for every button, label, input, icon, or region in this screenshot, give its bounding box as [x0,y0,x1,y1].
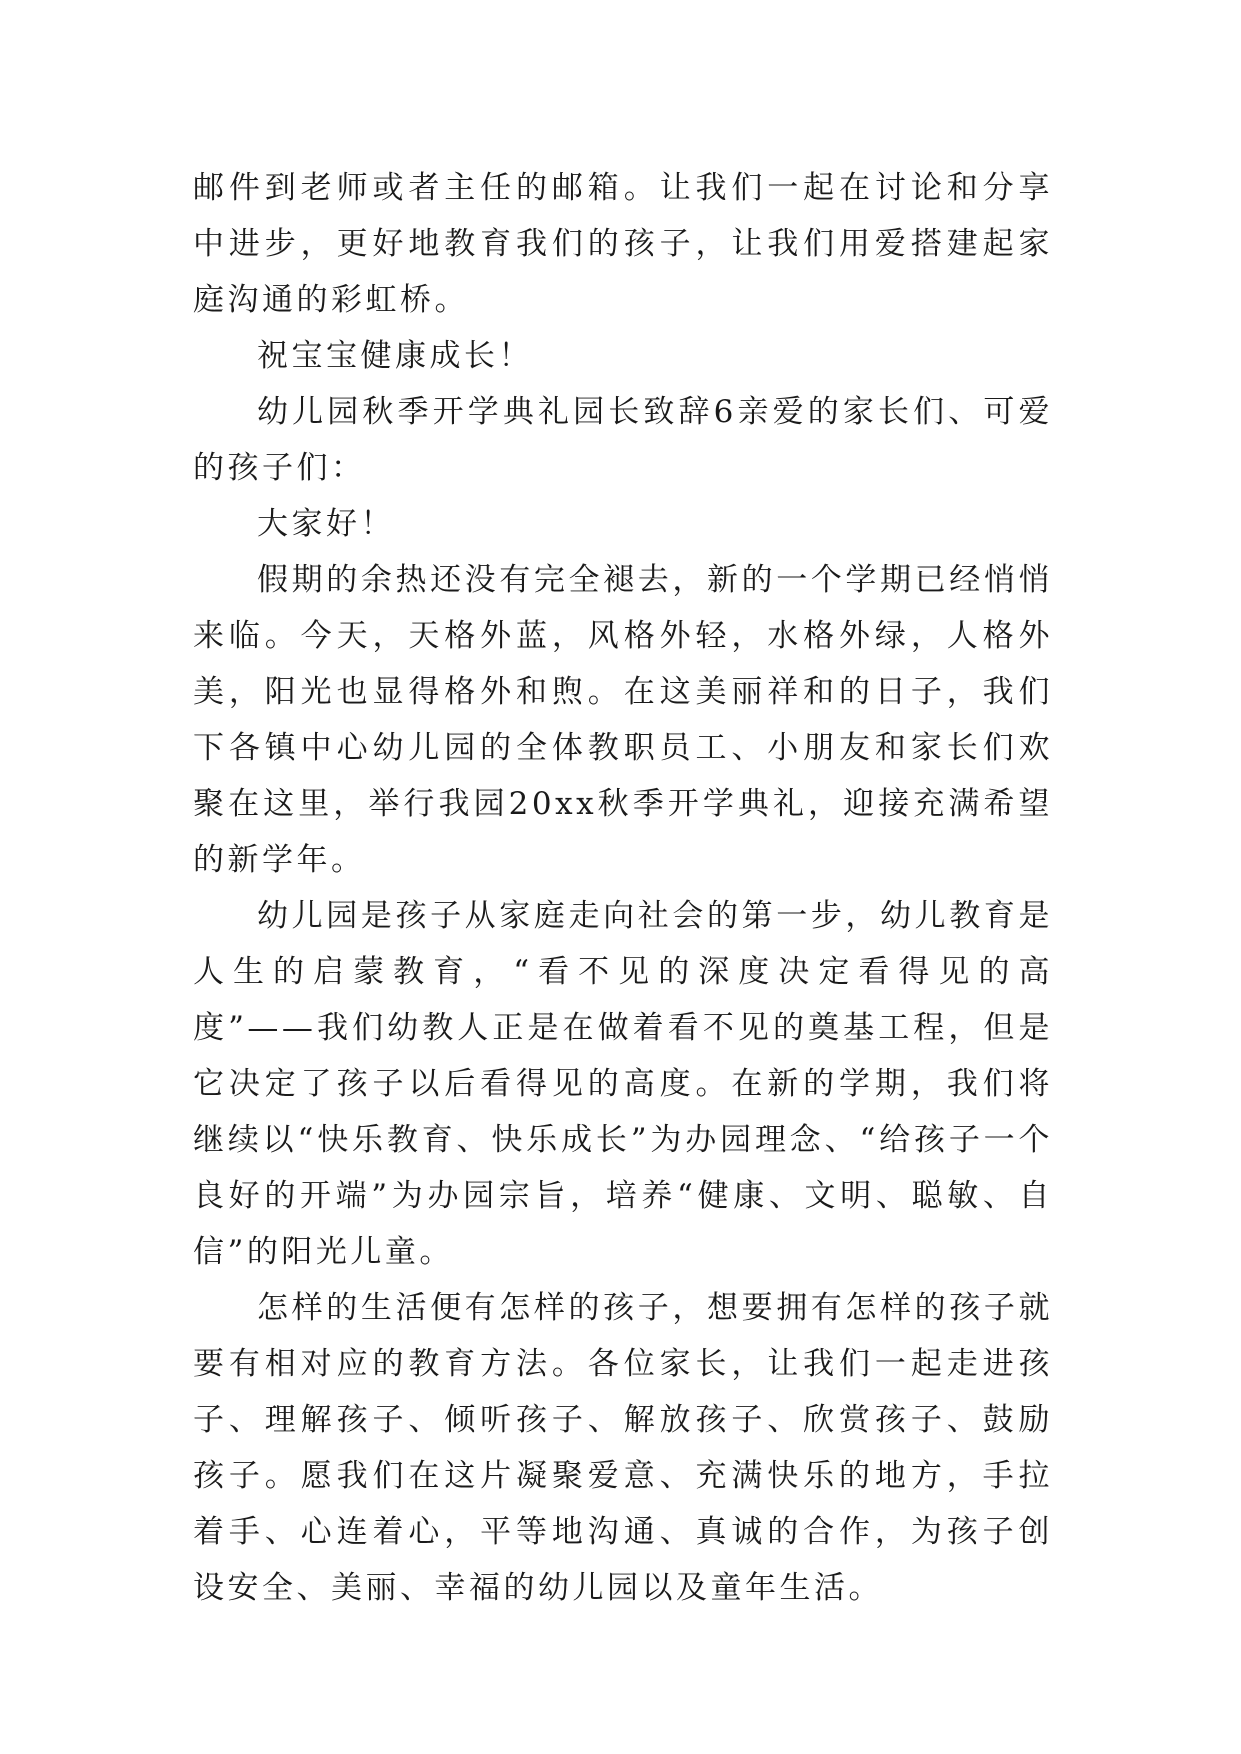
paragraph-greeting: 大家好！ [257,506,395,542]
paragraph-opening: 假期的余热还没有完全褪去，新的一个学期已经悄悄来临。今天，天格外蓝，风格外轻，水格外绿，人格外美，阳光也显得格外和煦。在这美丽祥和的日子，我们下各镇中心幼儿园的全体教职员工、小朋友和家长们欢聚在这里，举行我园20xx秋季开学典礼，迎接充满希望的新学年。 [193,562,1053,878]
document-body [193,160,1053,1616]
paragraph-speech-heading: 幼儿园秋季开学典礼园长致辞6亲爱的家长们、可爱的孩子们： [193,394,1053,486]
paragraph-continuation: 邮件到老师或者主任的邮箱。让我们一起在讨论和分享中进步，更好地教育我们的孩子，让我们用爱搭建起家庭沟通的彩虹桥。 [193,170,1053,318]
paragraph-blessing: 祝宝宝健康成长！ [257,338,533,374]
paragraph-philosophy: 幼儿园是孩子从家庭走向社会的第一步，幼儿教育是人生的启蒙教育，“看不见的深度决定看得见的高度”——我们幼教人正是在做着看不见的奠基工程，但是它决定了孩子以后看得见的高度。在新的学期，我们将继续以“快乐教育、快乐成长”为办园理念、“给孩子一个良好的开端”为办园宗旨，培养“健康、文明、聪敏、自信”的阳光儿童。 [193,898,1053,1270]
paragraph-closing: 怎样的生活便有怎样的孩子，想要拥有怎样的孩子就要有相对应的教育方法。各位家长，让我们一起走进孩子、理解孩子、倾听孩子、解放孩子、欣赏孩子、鼓励孩子。愿我们在这片凝聚爱意、充满快乐的地方，手拉着手、心连着心，平等地沟通、真诚的合作，为孩子创设安全、美丽、幸福的幼儿园以及童年生活。 [193,1290,1053,1606]
